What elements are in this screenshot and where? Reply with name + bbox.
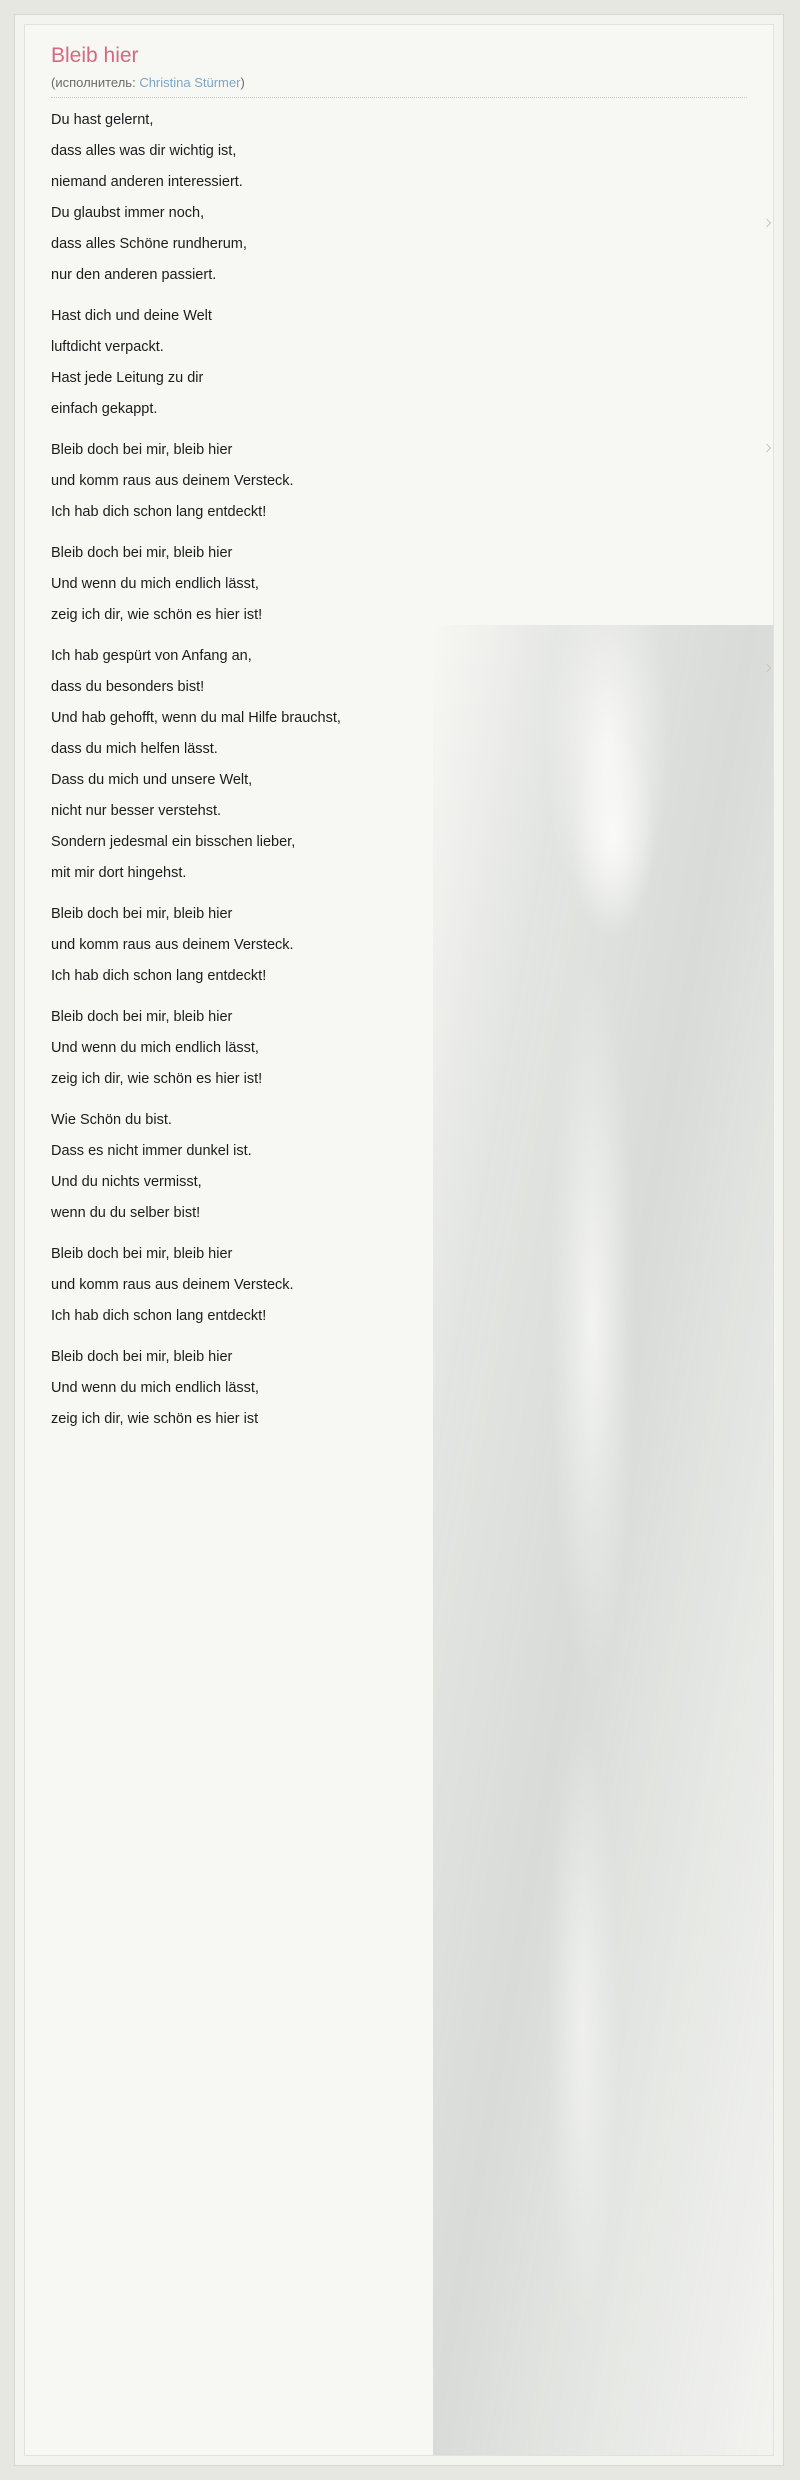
lyrics-line: zeig ich dir, wie schön es hier ist <box>51 1411 259 1427</box>
lyrics-stanza <box>51 111 747 285</box>
lyrics-line: und komm raus aus deinem Versteck. <box>51 937 294 953</box>
lyrics-stanza <box>51 647 747 883</box>
lyrics-stanza <box>51 1111 747 1223</box>
lyrics-line: Bleib doch bei mir, bleib hier <box>51 906 233 922</box>
lyrics-stanza <box>51 1245 747 1326</box>
lyrics-line: dass du besonders bist! <box>51 679 205 695</box>
lyrics-line: Bleib doch bei mir, bleib hier <box>51 1009 233 1025</box>
lyrics-stanza <box>51 544 747 625</box>
lyrics-stanza <box>51 1348 747 1429</box>
lyrics-line: einfach gekappt. <box>51 401 158 417</box>
lyrics-line: Du glaubst immer noch, <box>51 205 205 221</box>
lyrics-line: Bleib doch bei mir, bleib hier <box>51 442 233 458</box>
lyrics-line: Und wenn du mich endlich lässt, <box>51 576 259 592</box>
lyrics-line: Ich hab gespürt von Anfang an, <box>51 648 252 664</box>
lyrics-line: Bleib doch bei mir, bleib hier <box>51 1349 233 1365</box>
lyrics-line: Ich hab dich schon lang entdeckt! <box>51 504 267 520</box>
lyrics-line: nicht nur besser verstehst. <box>51 803 222 819</box>
lyrics-line: dass alles was dir wichtig ist, <box>51 143 237 159</box>
lyrics-line: dass alles Schöne rundherum, <box>51 236 247 252</box>
lyrics-stanza <box>51 905 747 986</box>
lyrics-line: Und hab gehofft, wenn du mal Hilfe brauchst, <box>51 710 341 726</box>
lyrics-line: Und wenn du mich endlich lässt, <box>51 1040 259 1056</box>
lyrics-content <box>25 25 773 1429</box>
performer-close-paren: ) <box>240 75 245 90</box>
lyrics-line: Du hast gelernt, <box>51 112 154 128</box>
lyrics-line: wenn du du selber bist! <box>51 1205 201 1221</box>
lyrics-line: Sondern jedesmal ein bisschen lieber, <box>51 834 296 850</box>
lyrics-line: Hast dich und deine Welt <box>51 308 212 324</box>
lyrics-line: mit mir dort hingehst. <box>51 865 187 881</box>
lyrics-line: zeig ich dir, wie schön es hier ist! <box>51 1071 263 1087</box>
lyrics-line: und komm raus aus deinem Versteck. <box>51 1277 294 1293</box>
lyrics-line: Und du nichts vermisst, <box>51 1174 202 1190</box>
lyrics-line: Hast jede Leitung zu dir <box>51 370 204 386</box>
lyrics-line: zeig ich dir, wie schön es hier ist! <box>51 607 263 623</box>
lyrics-line: Ich hab dich schon lang entdeckt! <box>51 968 267 984</box>
lyrics-line: Und wenn du mich endlich lässt, <box>51 1380 259 1396</box>
performer-line <box>51 75 747 98</box>
lyrics-line: niemand anderen interessiert. <box>51 174 243 190</box>
page-title: Bleib hier <box>51 44 139 67</box>
lyrics-card <box>14 14 784 2466</box>
lyrics-stanza <box>51 441 747 522</box>
performer-link[interactable]: Christina Stürmer <box>139 75 241 90</box>
lyrics-line: luftdicht verpackt. <box>51 339 164 355</box>
lyrics-paper <box>24 24 774 2456</box>
lyrics-line: Ich hab dich schon lang entdeckt! <box>51 1308 267 1324</box>
lyrics-line: dass du mich helfen lässt. <box>51 741 218 757</box>
lyrics-line: Wie Schön du bist. <box>51 1112 172 1128</box>
lyrics-stanza <box>51 1008 747 1089</box>
lyrics-line: Bleib doch bei mir, bleib hier <box>51 1246 233 1262</box>
lyrics-stanza <box>51 307 747 419</box>
performer-label: (исполнитель: <box>51 75 136 90</box>
lyrics-line: Dass du mich und unsere Welt, <box>51 772 253 788</box>
lyrics-line: Dass es nicht immer dunkel ist. <box>51 1143 252 1159</box>
lyrics-body <box>51 111 747 1429</box>
lyrics-line: und komm raus aus deinem Versteck. <box>51 473 294 489</box>
lyrics-line: nur den anderen passiert. <box>51 267 217 283</box>
lyrics-line: Bleib doch bei mir, bleib hier <box>51 545 233 561</box>
